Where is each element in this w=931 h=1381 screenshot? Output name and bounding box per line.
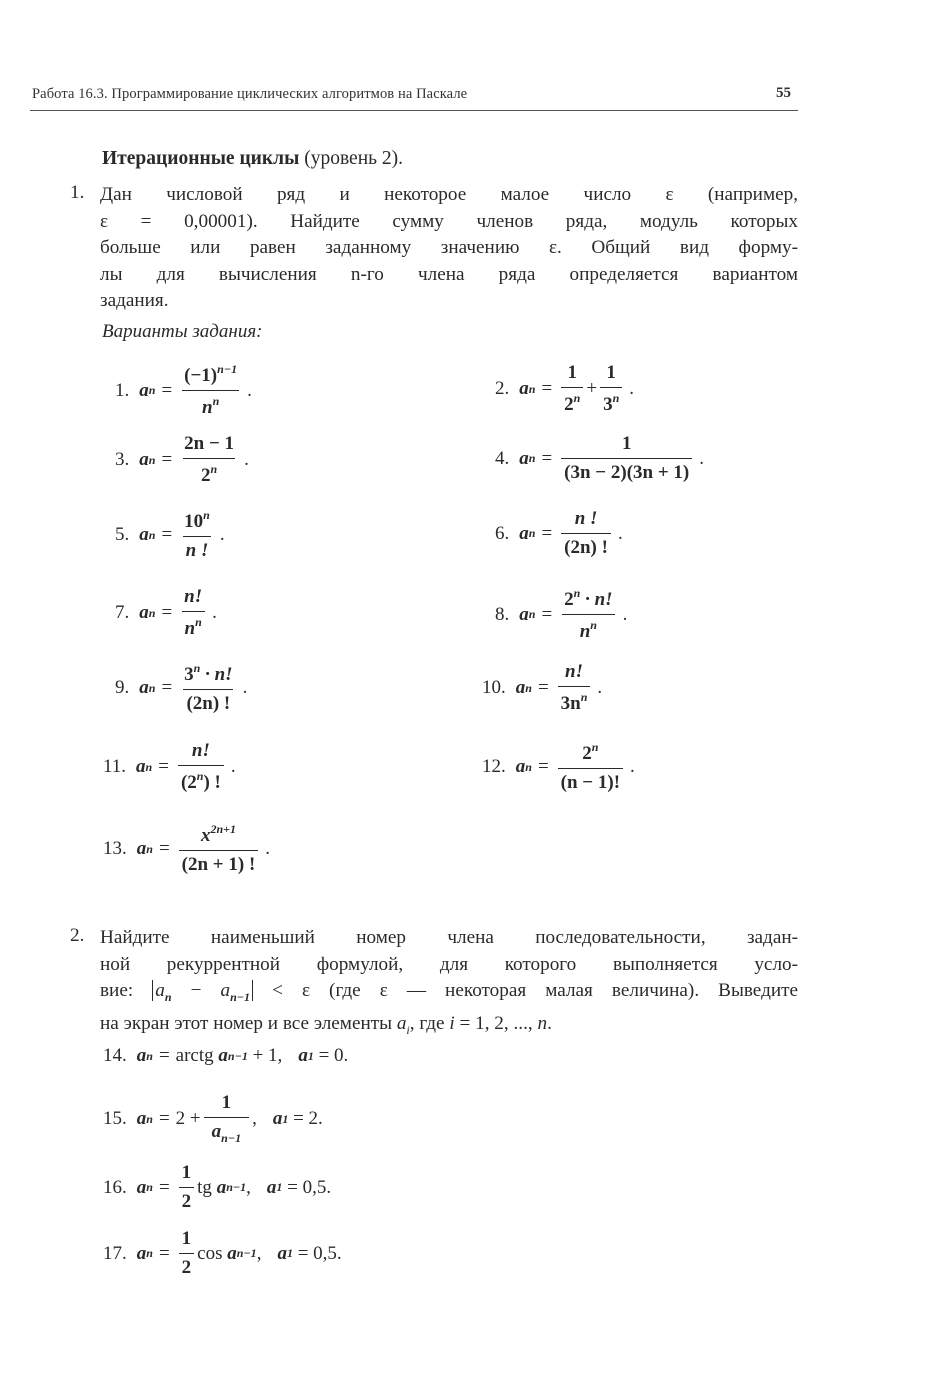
equals-sign: =: [158, 756, 169, 777]
numerator: [181, 508, 213, 536]
numerator: 1: [567, 362, 577, 383]
punctuation: .: [219, 524, 225, 545]
denominator-base: 2: [201, 465, 211, 486]
numerator: 2n − 1: [184, 433, 235, 454]
subscript: n: [148, 452, 156, 467]
denominator: (2n + 1) !: [179, 850, 259, 876]
numerator: [181, 362, 240, 390]
variant-label: 4.: [495, 447, 510, 469]
running-header-title: Работа 16.3. Программирование циклических алгоритмов на Паскале: [32, 86, 468, 102]
subscript: n: [528, 526, 536, 540]
subscript: n: [145, 759, 153, 774]
subscript: n−1: [230, 990, 251, 1005]
denominator: [204, 1117, 249, 1146]
initial-value: = 2.: [293, 1108, 323, 1129]
denominator: (2n) !: [183, 689, 233, 715]
variant-label: 9.: [115, 677, 130, 698]
var-a: a: [277, 1242, 287, 1264]
denominator: 2: [179, 1253, 195, 1279]
var-a: a: [136, 1108, 147, 1129]
recurrence-15: [103, 1092, 323, 1146]
denominator: (3n − 2)(3n + 1): [561, 458, 692, 484]
var-a: a: [136, 1176, 147, 1198]
subscript: 1: [307, 1048, 314, 1063]
var-a: a: [139, 602, 149, 623]
task2-line: Найдите наименьший номер члена последовательности, задан-: [100, 927, 798, 948]
numerator: 1: [181, 1162, 192, 1183]
numerator: n!: [191, 740, 210, 761]
denominator-base: 2: [564, 394, 574, 415]
task1-line: ε = 0,00001). Найдите сумму членов ряда, модуль которых: [100, 210, 798, 232]
recurrence-14: [103, 1045, 348, 1067]
denominator: [178, 765, 224, 794]
equals-sign: =: [537, 756, 549, 777]
subscript: 1: [286, 1246, 293, 1260]
superscript: n: [210, 462, 218, 476]
variant-label: 6.: [495, 522, 510, 544]
variant-7: [115, 586, 217, 640]
variant-10: [482, 661, 602, 715]
subscript: n−1: [227, 1048, 248, 1063]
superscript: n: [580, 690, 588, 704]
var-a: a: [139, 677, 149, 698]
denominator: 2: [179, 1187, 195, 1213]
equals-sign: =: [158, 838, 170, 859]
numerator-base: 2: [564, 589, 574, 610]
denominator: n !: [183, 536, 212, 562]
variant-label: 8.: [495, 603, 510, 625]
equals-sign: =: [158, 1108, 170, 1129]
var-a: a: [519, 447, 529, 469]
variant-label: 5.: [115, 524, 130, 545]
equals-sign: =: [537, 677, 549, 698]
equals-sign: =: [161, 379, 173, 401]
function-name: arctg: [175, 1045, 214, 1066]
fraction: [181, 433, 237, 487]
fraction: [179, 1228, 195, 1279]
denominator: [182, 390, 239, 419]
var-a: a: [220, 980, 231, 1002]
denominator-base: 3n: [560, 693, 581, 714]
equals-sign: =: [541, 447, 553, 469]
subscript: n: [528, 607, 536, 621]
numerator-base: 3: [184, 664, 194, 685]
numerator: n !: [574, 508, 598, 529]
initial-value: = 0.: [318, 1045, 349, 1066]
denominator-base: n: [184, 618, 196, 639]
punctuation: .: [699, 447, 705, 469]
equals-sign: =: [161, 524, 173, 545]
var-a: a: [211, 1121, 222, 1142]
punctuation: .: [247, 379, 252, 401]
section-title-bold: Итерационные циклы: [102, 148, 300, 169]
superscript: n: [573, 586, 581, 600]
subscript: n: [148, 680, 156, 695]
fraction: [178, 740, 224, 794]
numerator: n!: [184, 586, 203, 607]
var-a: a: [515, 677, 526, 698]
subscript: n: [525, 680, 532, 695]
recurrence-17: [103, 1228, 342, 1279]
subscript: n: [146, 841, 153, 856]
var-a: a: [136, 838, 147, 859]
numerator-rest: · n!: [200, 664, 233, 685]
var-a: a: [155, 980, 165, 1002]
function-name: tg: [197, 1176, 212, 1198]
fraction: [181, 661, 235, 715]
superscript: n: [590, 618, 597, 632]
equals-sign: =: [161, 449, 173, 470]
numerator: 1: [621, 433, 632, 454]
denominator: [561, 387, 583, 416]
numerator: [561, 586, 615, 614]
subscript: n: [146, 1111, 153, 1126]
denominator-base: n: [201, 397, 213, 418]
denominator: (n − 1)!: [558, 768, 623, 794]
plus-sign: +: [586, 378, 598, 399]
subscript: n: [146, 1246, 153, 1260]
var-a: a: [515, 756, 526, 777]
variant-1: [115, 362, 252, 419]
variant-label: 7.: [115, 602, 130, 623]
fraction: [181, 362, 240, 419]
variant-12: [482, 740, 635, 794]
subscript: n: [525, 759, 532, 774]
task2-line: ной рекуррентной формулой, для которого выполняется усло-: [100, 953, 798, 975]
variant-11: [103, 740, 236, 794]
variant-label: 12.: [482, 756, 506, 777]
task1-number: 1.: [70, 182, 85, 203]
variants-title: Варианты задания:: [102, 321, 263, 342]
var-a: a: [218, 1045, 228, 1066]
task2-number: 2.: [70, 925, 85, 946]
task1-line: больше или равен заданному значению ε. Общий вид форму-: [100, 237, 798, 259]
variant-label: 15.: [103, 1108, 127, 1129]
var-i: i: [449, 1012, 455, 1034]
variant-5: [115, 508, 225, 562]
var-a: a: [139, 449, 149, 470]
subscript: n: [146, 1048, 153, 1063]
var-a: a: [139, 524, 149, 545]
fraction: [558, 740, 623, 794]
var-a: a: [139, 379, 149, 401]
variant-3: [115, 433, 249, 487]
denominator: [183, 458, 235, 487]
subscript: n: [148, 383, 156, 397]
superscript: n: [612, 391, 620, 405]
text-span: на экран этот номер и все элементы: [100, 1012, 397, 1034]
subscript: n−1: [221, 1131, 242, 1145]
fraction: [179, 1162, 195, 1213]
punctuation: .: [622, 603, 628, 625]
punctuation: .: [242, 677, 248, 698]
var-a: a: [519, 378, 529, 399]
abs-difference: [152, 980, 253, 1005]
section-title: [102, 148, 403, 170]
fraction: [204, 1092, 249, 1146]
variant-6: [495, 508, 623, 559]
punctuation: .: [265, 838, 271, 859]
superscript: n: [591, 740, 599, 754]
denominator-base: n: [579, 621, 591, 642]
superscript: n: [196, 769, 204, 783]
subscript: n−1: [236, 1246, 257, 1260]
equals-sign: =: [161, 602, 173, 623]
punctuation: .: [630, 756, 635, 777]
task1-line: Дан числовой ряд и некоторое малое число ε (например,: [100, 184, 798, 205]
text-span: = 1, 2, ...,: [454, 1012, 538, 1034]
numerator: [198, 822, 239, 850]
task2-line: [100, 1011, 798, 1044]
var-a: a: [519, 522, 529, 544]
variant-label: 17.: [103, 1242, 127, 1264]
subscript: n: [528, 451, 536, 465]
fraction: [558, 661, 591, 715]
fraction: [600, 362, 622, 416]
variant-label: 10.: [482, 677, 506, 698]
numerator: 1: [221, 1092, 232, 1113]
denominator-base: 3: [603, 394, 613, 415]
superscript: n: [193, 661, 201, 675]
numerator-base: 2: [582, 743, 592, 764]
variant-8: [495, 586, 627, 643]
numerator-rest: · n!: [580, 589, 613, 610]
equals-sign: =: [541, 603, 553, 625]
text-span: ,: [256, 1242, 262, 1264]
subscript: n: [164, 990, 172, 1005]
initial-value: = 0,5.: [287, 1176, 332, 1198]
text-span: < ε (где ε — некоторая малая величина). Выведите: [253, 980, 798, 1002]
superscript: n: [573, 391, 581, 405]
var-a: a: [272, 1108, 283, 1129]
denominator: [562, 614, 615, 643]
numerator-base: (−1): [184, 365, 218, 386]
variant-4: [495, 433, 704, 484]
subscript: n−1: [226, 1180, 247, 1194]
function-name: cos: [197, 1242, 223, 1264]
text-span: .: [547, 1012, 552, 1034]
numerator: 1: [606, 362, 616, 383]
minus-sign: −: [190, 980, 202, 1002]
subscript: n: [146, 1180, 153, 1194]
numerator: [181, 661, 235, 689]
var-a: a: [216, 1176, 227, 1198]
equals-sign: =: [541, 378, 553, 399]
superscript: n: [203, 508, 210, 522]
fraction: [179, 822, 259, 876]
numerator-base: x: [200, 825, 211, 846]
fraction: [561, 508, 611, 559]
variant-9: [115, 661, 247, 715]
var-a: a: [227, 1242, 237, 1264]
variant-label: 1.: [115, 379, 130, 401]
subscript: i: [406, 1022, 410, 1037]
variant-label: 3.: [115, 449, 130, 470]
superscript: n: [195, 615, 202, 629]
subscript: 1: [282, 1111, 289, 1126]
subscript: n: [148, 605, 156, 620]
task1-text: [100, 182, 798, 315]
equals-sign: =: [161, 677, 173, 698]
var-a: a: [136, 756, 146, 777]
recurrence-16: [103, 1162, 331, 1213]
text-span: + 1,: [252, 1045, 283, 1066]
numerator: [579, 740, 601, 768]
subscript: 1: [276, 1180, 283, 1194]
subscript: n: [528, 381, 536, 396]
punctuation: .: [230, 756, 236, 777]
task1-line: лы для вычисления n-го члена ряда определяется вариантом: [100, 263, 798, 285]
punctuation: .: [617, 522, 623, 544]
fraction: [181, 586, 205, 640]
variant-label: 11.: [103, 756, 127, 777]
fraction: [561, 586, 615, 643]
task1-line: задания.: [100, 290, 169, 312]
variant-13: [103, 822, 270, 876]
punctuation: .: [244, 449, 249, 470]
superscript: n: [212, 394, 220, 408]
task2-line: [100, 978, 798, 1011]
denominator: (2n) !: [561, 533, 611, 559]
equals-sign: =: [158, 1242, 170, 1264]
text-span: , где: [409, 1012, 450, 1034]
equals-sign: =: [158, 1176, 170, 1198]
punctuation: .: [597, 677, 603, 698]
var-a: a: [396, 1012, 407, 1034]
fraction: [561, 362, 583, 416]
text-span: 2 +: [175, 1108, 201, 1129]
var-a: a: [519, 603, 529, 625]
punctuation: .: [212, 602, 217, 623]
fraction: [181, 508, 213, 562]
page-number: 55: [776, 85, 791, 101]
variant-2: [495, 362, 634, 416]
initial-value: = 0,5.: [297, 1242, 342, 1264]
text-span: ,: [246, 1176, 251, 1198]
var-a: a: [298, 1045, 308, 1066]
variant-label: 14.: [103, 1045, 127, 1066]
variant-label: 13.: [103, 838, 127, 859]
var-n: n: [537, 1012, 548, 1034]
punctuation: .: [629, 378, 634, 399]
denominator: [558, 686, 591, 715]
numerator: n!: [565, 661, 584, 682]
text-span: ,: [252, 1108, 257, 1129]
variant-label: 2.: [495, 378, 510, 399]
subscript: n: [148, 527, 156, 542]
superscript: 2n+1: [210, 822, 236, 836]
equals-sign: =: [541, 522, 553, 544]
header-divider: [30, 110, 798, 111]
task2-text: [100, 925, 798, 1043]
denominator-post: ) !: [203, 772, 221, 793]
numerator-base: 10: [184, 511, 204, 532]
var-a: a: [266, 1176, 277, 1198]
var-a: a: [136, 1045, 147, 1066]
variant-label: 16.: [103, 1176, 127, 1198]
text-span: вие:: [100, 980, 153, 1002]
section-title-rest: (уровень 2).: [299, 148, 404, 169]
denominator: [600, 387, 622, 416]
denominator-pre: (2: [180, 772, 197, 793]
var-a: a: [136, 1242, 147, 1264]
denominator: [182, 611, 205, 640]
superscript: n−1: [217, 362, 238, 376]
fraction: [561, 433, 692, 484]
numerator: 1: [181, 1228, 192, 1249]
equals-sign: =: [158, 1045, 170, 1066]
